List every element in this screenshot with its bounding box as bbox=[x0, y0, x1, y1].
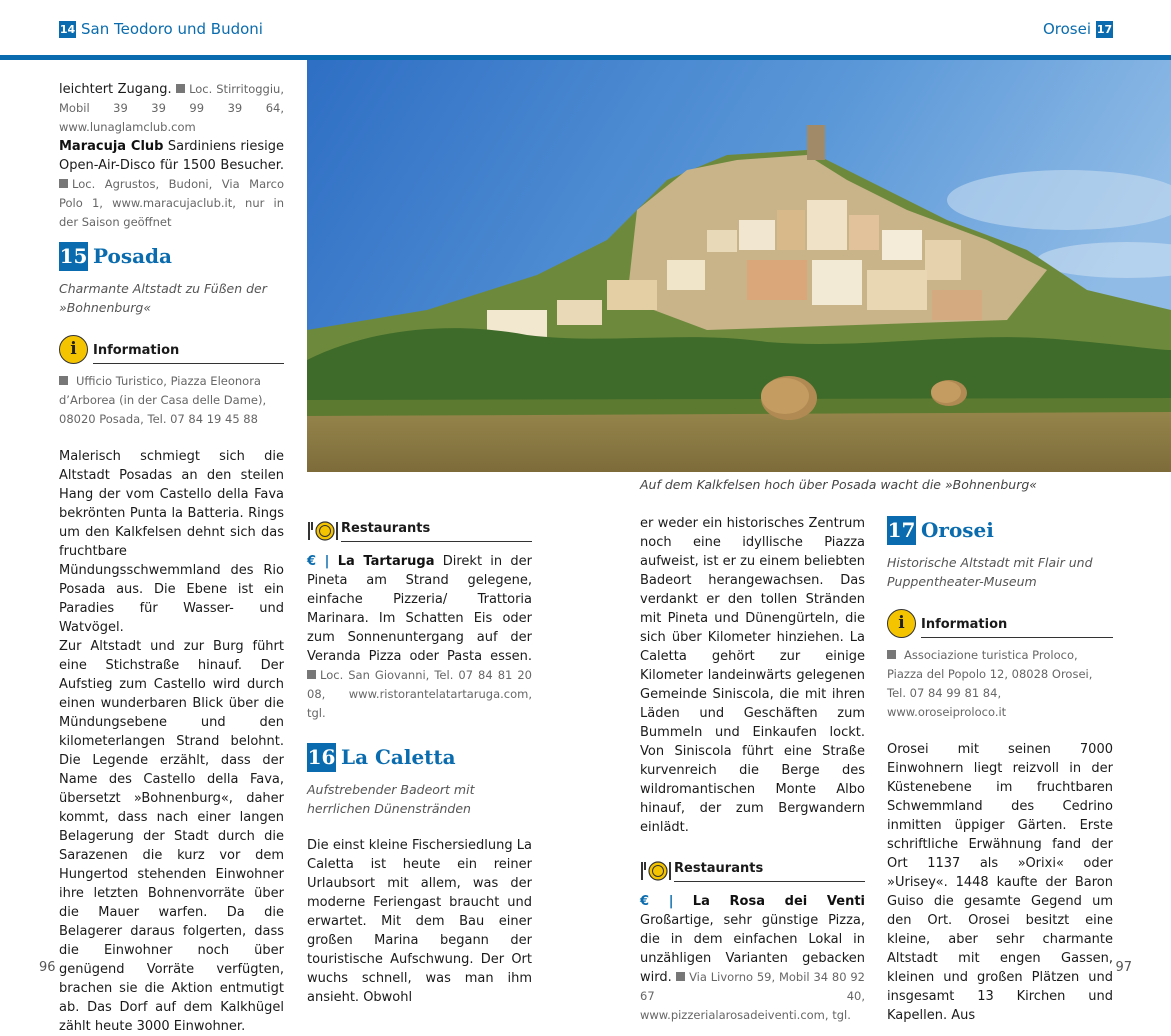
page-header bbox=[0, 0, 1171, 56]
page-number-left: 96 bbox=[39, 960, 56, 975]
information-text: Ufficio Turistico, Piazza Eleonora d’Arborea (in der Casa delle Dame), 08020 Posada, Tel. 07 84 19 45 88 bbox=[59, 374, 267, 426]
section-heading-posada bbox=[59, 242, 284, 271]
section-title: Posada bbox=[93, 244, 173, 268]
section-title: Orosei bbox=[921, 518, 994, 542]
restaurant-entry: € | La Tartaruga Direkt in der Pineta am Strand gelegene, einfache Pizzeria/ Trattoria Marinara. Im Schatten Eis oder zum Sonnenuntergang auf der Veranda Pizza oder Pasta essen. Loc. San Giovanni, Tel. 07 84 81 20 08, www.ristorantelatartaruga.com, tgl. bbox=[307, 554, 532, 720]
restaurant-entry: € | La Rosa dei Venti Großartige, sehr günstige Pizza, die in dem einfachen Lokal in unzähligen Varianten gebacken wird. Via Livorno 59, Mobil 34 80 92 67 40, www.pizzerialarosadeiventi.com, tgl. bbox=[640, 894, 866, 1022]
body-paragraph: Orosei mit seinen 7000 Einwohnern liegt reizvoll in der Küstenebene im fruchtbaren Schwemmland des Cedrino inmitten üppiger Gärten. Erste schriftliche Erwähnung fand der Ort 1137 als »Orixi« oder »Urisey«. 1448 kaufte der Baron Guiso die gesamte Gegend um den Ort. Orosei besitzt eine kleine, aber sehr charmante Altstadt mit engen Gassen, kleinen und großen Plätzen und insgesamt 13 Kirchen und Kapellen. Aus bbox=[887, 742, 1113, 1023]
header-left-title: San Teodoro und Budoni bbox=[81, 20, 263, 38]
bullet-square-icon bbox=[887, 650, 896, 659]
section-title: La Caletta bbox=[341, 745, 456, 769]
restaurant-name: La Rosa dei Venti bbox=[692, 894, 865, 909]
section-subtitle: Charmante Altstadt zu Füßen der »Bohnenburg« bbox=[59, 281, 267, 315]
section-number: 16 bbox=[307, 743, 336, 772]
header-left-number: 14 bbox=[59, 22, 76, 36]
section-heading-orosei bbox=[887, 516, 1113, 545]
section-subtitle: Aufstrebender Badeort mit herrlichen Dünenstränden bbox=[307, 782, 475, 816]
bullet-square-icon bbox=[676, 972, 685, 981]
info-icon: i bbox=[59, 335, 88, 364]
section-number: 17 bbox=[887, 516, 916, 545]
page-number-right: 97 bbox=[1115, 960, 1132, 975]
body-paragraph: Die einst kleine Fischersiedlung La Caletta ist heute ein reiner Urlaubsort mit allem, was der moderne Feriengast braucht und erwartet. Mit dem Bau einer großen Marina begann der touristische Aufschwung. Der Ort wuchs schnell, was man ihm ansieht. Obwohl bbox=[307, 838, 532, 1005]
photo-caption: Auf dem Kalkfelsen hoch über Posada wacht die »Bohnenburg« bbox=[640, 477, 1037, 492]
column-orosei bbox=[887, 508, 1113, 1025]
plate-cutlery-icon bbox=[307, 520, 339, 542]
information-heading bbox=[887, 609, 1113, 638]
header-right-number: 17 bbox=[1096, 22, 1113, 36]
header-left bbox=[59, 20, 263, 38]
information-text: Associazione turistica Proloco, Piazza del Popolo 12, 08028 Orosei, Tel. 07 84 99 81 84, www.oroseiproloco.it bbox=[887, 648, 1093, 719]
column-la-caletta bbox=[307, 519, 532, 1007]
information-heading bbox=[59, 335, 284, 364]
intro-paragraph: leichtert Zugang. Loc. Stirritoggiu, Mobil 39 39 99 39 64, www.lunaglamclub.com bbox=[59, 82, 284, 134]
maracuja-entry: Maracuja Club Sardiniens riesige Open-Air-Disco für 1500 Besucher. Loc. Agrustos, Budoni, Via Marco Polo 1, www.maracujaclub.it, nur in der Saison geöffnet bbox=[59, 139, 284, 229]
header-right bbox=[1043, 20, 1113, 38]
column-posada bbox=[59, 80, 284, 1036]
info-icon: i bbox=[887, 609, 916, 638]
body-paragraph: Malerisch schmiegt sich die Altstadt Posadas an den steilen Hang der vom Castello della Fava bekrönten Punta la Batteria. Rings um den Kalkfelsen dehnt sich das fruchtbare Mündungsschwemmland des Rio Posada aus. Die Ebene ist ein Paradies für Wasser- und Watvögel. bbox=[59, 449, 284, 635]
information-label: Information bbox=[93, 341, 284, 364]
posada-photo bbox=[307, 60, 1171, 472]
bullet-square-icon bbox=[307, 670, 316, 679]
restaurant-name: La Tartaruga bbox=[337, 554, 435, 569]
restaurants-heading bbox=[640, 859, 865, 882]
section-subtitle: Historische Altstadt mit Flair und Puppentheater-Museum bbox=[887, 555, 1093, 589]
column-la-caletta-cont bbox=[640, 514, 865, 1025]
price-indicator: € | bbox=[307, 554, 330, 569]
posada-hilltop-image bbox=[307, 60, 1171, 472]
section-number: 15 bbox=[59, 242, 88, 271]
body-paragraph: Zur Altstadt und zur Burg führt eine Stichstraße hinauf. Der Aufstieg zum Castello wird durch einen wunderbaren Blick über die Mündungsebene und den kilometerlangen Strand belohnt. Die Legende erzählt, dass der Name des Castello della Fava, übersetzt »Bohnenburg«, daher kommt, dass nach einer langen Belagerung der Stadt durch die Sarazenen die kurz vor dem Hungertod stehenden Einwohner ihre letzten Bohnenvorräte über die Mauer warfen. Da die Belagerer daraus folgerten, dass die Einwohner noch über genügend Vorräte verfügten, brachen sie die Aktion entmutigt ab. Das Dorf auf dem Kalkhügel zählt heute 3000 Einwohner. bbox=[59, 639, 284, 1034]
plate-cutlery-icon bbox=[640, 860, 672, 882]
information-label: Information bbox=[921, 615, 1113, 638]
bullet-square-icon bbox=[176, 84, 185, 93]
restaurants-label: Restaurants bbox=[674, 859, 865, 882]
header-right-title: Orosei bbox=[1042, 20, 1091, 38]
section-heading-la-caletta bbox=[307, 743, 532, 772]
bullet-square-icon bbox=[59, 179, 68, 188]
restaurants-label: Restaurants bbox=[341, 519, 532, 542]
bullet-square-icon bbox=[59, 376, 68, 385]
body-paragraph: er weder ein historisches Zentrum noch eine idyllische Piazza aufweist, ist er zu einem beliebten Badeort herangewachsen. Das verdankt er den tollen Stränden mit Pineta und Dünengürteln, die sich über Kilometer hinziehen. La Caletta gehört zur einige Kilometer landeinwärts gelegenen Gemeinde Siniscola, die mit ihren Läden und Geschäften zum Bummeln und Einkaufen lockt. Von Siniscola führt eine Straße kurvenreich die Berge des wildromantischen Monte Albo hinauf, der zum Bergwandern einlädt. bbox=[640, 516, 865, 835]
restaurants-heading bbox=[307, 519, 532, 542]
price-indicator: € | bbox=[640, 894, 674, 909]
